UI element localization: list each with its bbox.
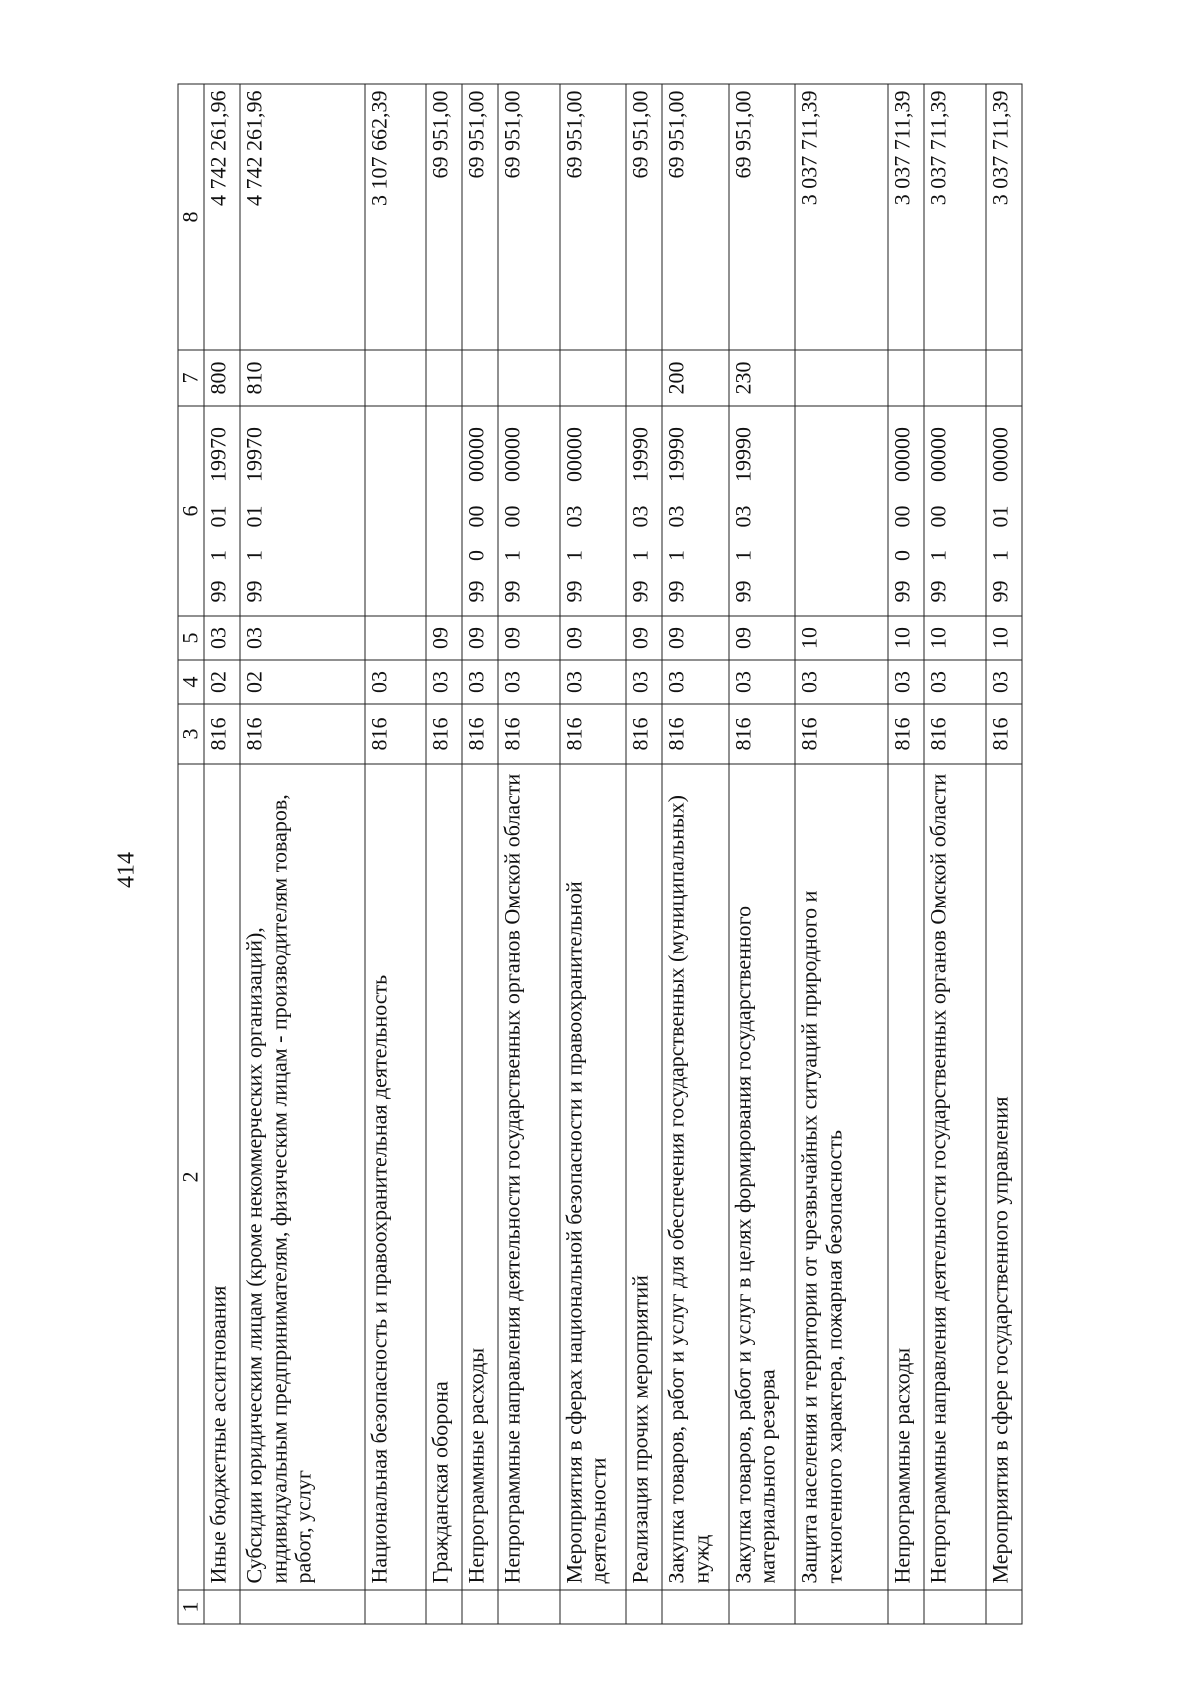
target-article-code [888,406,924,616]
subsection-code: 10 [888,616,924,660]
target-article-part: 00000 [561,427,587,482]
row-number-cell [986,1590,1022,1624]
header-cell: 2 [178,764,204,1590]
subsection-code: 09 [498,616,559,660]
page-number: 414 [113,852,140,888]
table-row [662,84,728,1624]
subsection-code: 10 [795,616,888,660]
expense-type-code [365,350,426,406]
header-cell: 5 [178,616,204,660]
target-article-code [426,406,462,616]
target-article-code [924,406,985,616]
row-number-cell [795,1590,888,1624]
amount: 3 037 711,39 [888,84,924,350]
target-article-code [626,406,662,616]
section-code: 03 [795,660,888,704]
ved-code: 816 [560,704,626,764]
row-number-cell [924,1590,985,1624]
ved-code: 816 [365,704,426,764]
subsection-code: 09 [626,616,662,660]
ved-code: 816 [986,704,1022,764]
row-number-cell [498,1590,559,1624]
expense-type-code: 200 [662,350,728,406]
header-cell: 8 [178,84,204,350]
table-row [795,84,888,1624]
table-row [426,84,462,1624]
subsection-code: 09 [560,616,626,660]
target-article-part: 1 [561,550,587,561]
expense-type-code [626,350,662,406]
expense-type-code: 810 [240,350,365,406]
expense-type-code [498,350,559,406]
amount: 4 742 261,96 [204,84,240,350]
target-article-part: 03 [730,505,756,528]
row-number-cell [729,1590,795,1624]
subsection-code: 09 [462,616,498,660]
amount: 69 951,00 [462,84,498,350]
row-number-cell [240,1590,365,1624]
section-code: 03 [729,660,795,704]
row-name: Реализация прочих мероприятий [626,764,662,1590]
section-code: 02 [240,660,365,704]
ved-code: 816 [204,704,240,764]
target-article-part: 01 [241,505,267,528]
target-article-part: 99 [561,580,587,603]
table-row [560,84,626,1624]
target-article-part: 99 [925,580,951,603]
target-article-part: 99 [499,580,525,603]
target-article-part: 1 [663,550,689,561]
target-article-part: 99 [730,580,756,603]
target-article-code [204,406,240,616]
ved-code: 816 [924,704,985,764]
ved-code: 816 [240,704,365,764]
row-name: Иные бюджетные ассигнования [204,764,240,1590]
table-row [888,84,924,1624]
target-article-part: 00000 [889,427,915,482]
ved-code: 816 [498,704,559,764]
target-article-part: 03 [561,505,587,528]
target-article-part: 99 [663,580,689,603]
row-name: Непрограммные направления деятельности государственных органов Омской области [498,764,559,1590]
target-article-part: 1 [730,550,756,561]
section-code: 03 [888,660,924,704]
ved-code: 816 [662,704,728,764]
target-article-code [240,406,365,616]
table-row [729,84,795,1624]
target-article-code [498,406,559,616]
table-row [240,84,365,1624]
amount: 3 107 662,39 [365,84,426,350]
target-article-part: 1 [241,550,267,561]
subsection-code: 09 [729,616,795,660]
target-article-part: 1 [627,550,653,561]
target-article-part: 01 [205,505,231,528]
section-code: 03 [924,660,985,704]
section-code: 03 [986,660,1022,704]
table-row [365,84,426,1624]
subsection-code: 10 [924,616,985,660]
target-article-part: 99 [987,580,1013,603]
target-article-part: 1 [499,550,525,561]
table-row [924,84,985,1624]
table-row [626,84,662,1624]
row-name: Субсидии юридическим лицам (кроме некоммерческих организаций), индивидуальным предпринимателям, физическим лицам - производителям товаров, работ, услуг [240,764,365,1590]
row-number-cell [626,1590,662,1624]
row-name: Непрограммные расходы [462,764,498,1590]
rotated-page [178,85,1023,1625]
target-article-code [729,406,795,616]
ved-code: 816 [729,704,795,764]
table-row [986,84,1022,1624]
target-article-part: 19970 [205,427,231,482]
target-article-part: 99 [241,580,267,603]
amount: 69 951,00 [498,84,559,350]
section-code: 03 [662,660,728,704]
amount: 3 037 711,39 [986,84,1022,350]
ved-code: 816 [426,704,462,764]
amount: 69 951,00 [560,84,626,350]
ved-code: 816 [888,704,924,764]
subsection-code: 10 [986,616,1022,660]
row-name: Непрограммные направления деятельности государственных органов Омской области [924,764,985,1590]
header-cell: 4 [178,660,204,704]
target-article-part: 19970 [241,427,267,482]
subsection-code: 03 [204,616,240,660]
subsection-code: 09 [426,616,462,660]
target-article-code [560,406,626,616]
row-number-cell [462,1590,498,1624]
table-row [462,84,498,1624]
section-code: 03 [462,660,498,704]
row-number-cell [204,1590,240,1624]
amount: 69 951,00 [426,84,462,350]
target-article-part: 19990 [627,427,653,482]
row-number-cell [365,1590,426,1624]
target-article-part: 00 [925,505,951,528]
row-name: Непрограммные расходы [888,764,924,1590]
header-cell: 1 [178,1590,204,1624]
row-number-cell [662,1590,728,1624]
target-article-part: 01 [987,505,1013,528]
ved-code: 816 [626,704,662,764]
target-article-code [365,406,426,616]
amount: 4 742 261,96 [240,84,365,350]
target-article-part: 99 [627,580,653,603]
expense-type-code: 800 [204,350,240,406]
header-cell: 3 [178,704,204,764]
target-article-part: 1 [205,550,231,561]
expense-type-code [560,350,626,406]
amount: 3 037 711,39 [795,84,888,350]
target-article-part: 1 [987,550,1013,561]
row-name: Закупка товаров, работ и услуг в целях формирования государственного материального резерва [729,764,795,1590]
target-article-part: 19990 [663,427,689,482]
row-number-cell [426,1590,462,1624]
target-article-part: 03 [627,505,653,528]
expense-type-code [426,350,462,406]
expense-type-code: 230 [729,350,795,406]
row-name: Мероприятия в сфере государственного управления [986,764,1022,1590]
expense-type-code [888,350,924,406]
subsection-code [365,616,426,660]
expense-type-code [462,350,498,406]
table-row [498,84,559,1624]
subsection-code: 09 [662,616,728,660]
target-article-part: 00000 [499,427,525,482]
target-article-part: 00000 [987,427,1013,482]
row-number-cell [560,1590,626,1624]
target-article-part: 00000 [925,427,951,482]
target-article-part: 1 [925,550,951,561]
target-article-code [986,406,1022,616]
section-code: 03 [498,660,559,704]
target-article-part: 00 [889,505,915,528]
target-article-part: 99 [463,580,489,603]
row-name: Закупка товаров, работ и услуг для обеспечения государственных (муниципальных) нужд [662,764,728,1590]
table-body [204,84,1022,1624]
table-row [204,84,240,1624]
section-code: 03 [560,660,626,704]
target-article-code [662,406,728,616]
expense-type-code [795,350,888,406]
target-article-part: 0 [889,550,915,561]
section-code: 03 [365,660,426,704]
target-article-part: 99 [889,580,915,603]
target-article-part: 00 [463,505,489,528]
row-name: Мероприятия в сферах национальной безопасности и правоохранительной деятельности [560,764,626,1590]
expense-type-code [986,350,1022,406]
target-article-part: 00000 [463,427,489,482]
header-cell: 6 [178,406,204,616]
target-article-part: 00 [499,505,525,528]
ved-code: 816 [462,704,498,764]
target-article-part: 03 [663,505,689,528]
subsection-code: 03 [240,616,365,660]
amount: 69 951,00 [662,84,728,350]
target-article-code [795,406,888,616]
section-code: 03 [426,660,462,704]
expense-type-code [924,350,985,406]
budget-table [178,84,1023,1625]
section-code: 03 [626,660,662,704]
section-code: 02 [204,660,240,704]
target-article-part: 19990 [730,427,756,482]
ved-code: 816 [795,704,888,764]
target-article-part: 0 [463,550,489,561]
row-number-cell [888,1590,924,1624]
row-name: Защита населения и территории от чрезвычайных ситуаций природного и техногенного характера, пожарная безопасность [795,764,888,1590]
row-name: Национальная безопасность и правоохранительная деятельность [365,764,426,1590]
target-article-part: 99 [205,580,231,603]
row-name: Гражданская оборона [426,764,462,1590]
header-row [178,84,204,1624]
header-cell: 7 [178,350,204,406]
amount: 69 951,00 [729,84,795,350]
amount: 69 951,00 [626,84,662,350]
target-article-code [462,406,498,616]
amount: 3 037 711,39 [924,84,985,350]
